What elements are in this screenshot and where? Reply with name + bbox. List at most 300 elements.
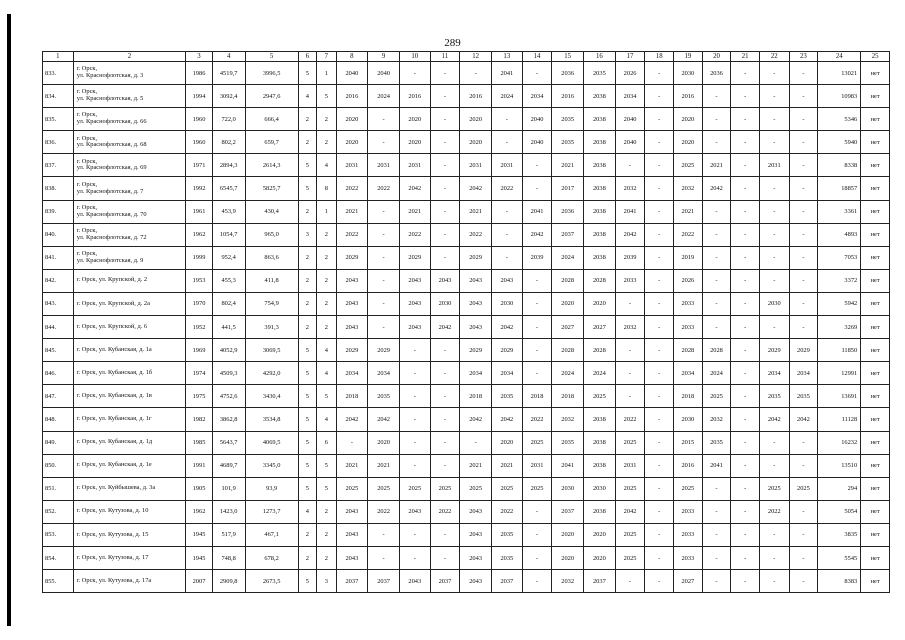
table-cell: 467,1 — [245, 523, 298, 546]
address-cell: г. Орск, ул. Краснофлотская, д. 3 — [73, 62, 186, 85]
table-cell: 659,7 — [245, 131, 298, 154]
table-cell: 2029 — [491, 339, 522, 362]
table-cell: 2894,3 — [212, 154, 245, 177]
table-cell: 5942 — [818, 292, 861, 315]
column-number-header: 17 — [615, 52, 645, 62]
table-cell: 2020 — [552, 546, 584, 569]
table-cell: - — [522, 292, 552, 315]
binding-margin-bar — [7, 14, 11, 626]
table-cell: 2032 — [552, 408, 584, 431]
table-cell: 2909,8 — [212, 570, 245, 593]
table-cell: - — [759, 85, 789, 108]
table-cell: 8338 — [818, 154, 861, 177]
table-cell: 4 — [317, 408, 336, 431]
table-cell: 441,5 — [212, 316, 245, 339]
table-cell: 2020 — [674, 108, 703, 131]
table-cell: 2041 — [702, 454, 731, 477]
table-cell: 2042 — [789, 408, 818, 431]
table-cell: - — [759, 431, 789, 454]
table-cell: 2036 — [552, 62, 584, 85]
table-cell: 5 — [298, 570, 316, 593]
table-cell: 2030 — [552, 477, 584, 500]
table-cell: 5545 — [818, 546, 861, 569]
table-cell: 4 — [317, 339, 336, 362]
table-cell: - — [789, 431, 818, 454]
table-cell: 2035 — [759, 385, 789, 408]
table-cell: - — [645, 131, 674, 154]
table-cell: - — [702, 131, 731, 154]
table-cell: нет — [861, 546, 890, 569]
table-cell: - — [645, 85, 674, 108]
table-cell: 2030 — [584, 477, 616, 500]
table-cell: 2038 — [584, 200, 616, 223]
table-cell: - — [399, 408, 430, 431]
table-cell: 802,4 — [212, 292, 245, 315]
table-cell: 2007 — [186, 570, 213, 593]
table-row — [43, 177, 890, 200]
table-cell: 2022 — [368, 500, 400, 523]
table-cell: 2037 — [491, 570, 522, 593]
table-cell: - — [645, 62, 674, 85]
table-cell: 2042 — [702, 177, 731, 200]
table-cell: - — [430, 408, 460, 431]
table-cell: - — [731, 85, 760, 108]
table-cell: 802,2 — [212, 131, 245, 154]
table-cell: 2016 — [399, 85, 430, 108]
table-cell: - — [759, 223, 789, 246]
table-cell: - — [399, 431, 430, 454]
table-cell: - — [645, 223, 674, 246]
table-cell: 2034 — [368, 362, 400, 385]
table-cell: 2016 — [674, 85, 703, 108]
table-cell: нет — [861, 362, 890, 385]
table-cell: 3430,4 — [245, 385, 298, 408]
column-number-header: 9 — [368, 52, 400, 62]
address-cell: г. Орск, ул. Кутузова, д. 15 — [73, 523, 186, 546]
table-cell: - — [702, 477, 731, 500]
table-cell: нет — [861, 431, 890, 454]
table-cell: 754,9 — [245, 292, 298, 315]
table-cell: 5 — [298, 177, 316, 200]
table-cell: нет — [861, 570, 890, 593]
table-cell: 2035 — [584, 62, 616, 85]
table-cell: - — [368, 316, 400, 339]
table-cell: 863,6 — [245, 246, 298, 269]
table-cell: - — [731, 154, 760, 177]
table-cell: 16232 — [818, 431, 861, 454]
table-cell: 1962 — [186, 223, 213, 246]
table-cell: 2025 — [702, 385, 731, 408]
table-cell: 2015 — [674, 431, 703, 454]
table-cell: 748,8 — [212, 546, 245, 569]
table-cell: 1945 — [186, 546, 213, 569]
table-cell: нет — [861, 269, 890, 292]
table-cell: 2038 — [584, 154, 616, 177]
table-cell: - — [789, 154, 818, 177]
table-cell: - — [702, 292, 731, 315]
table-cell: 2042 — [615, 500, 645, 523]
table-cell: 5054 — [818, 500, 861, 523]
table-cell: 2042 — [368, 408, 400, 431]
table-cell: 2022 — [615, 408, 645, 431]
table-cell: 5 — [298, 454, 316, 477]
table-cell: 430,4 — [245, 200, 298, 223]
row-number-cell: 838. — [43, 177, 74, 200]
table-cell: 2043 — [336, 546, 368, 569]
table-cell: 2025 — [584, 385, 616, 408]
table-cell: 2033 — [674, 500, 703, 523]
address-cell: г. Орск, ул. Кутузова, д. 17 — [73, 546, 186, 569]
table-cell: 2039 — [615, 246, 645, 269]
column-number-header: 4 — [212, 52, 245, 62]
table-cell: 2 — [317, 523, 336, 546]
table-cell: - — [522, 177, 552, 200]
table-cell: 2027 — [674, 570, 703, 593]
table-cell: 2037 — [336, 570, 368, 593]
column-number-header: 21 — [731, 52, 760, 62]
table-cell: 2038 — [584, 108, 616, 131]
table-cell: 2021 — [491, 454, 522, 477]
table-cell: 2034 — [759, 362, 789, 385]
table-cell: 2032 — [674, 177, 703, 200]
table-cell: - — [789, 269, 818, 292]
row-number-cell: 846. — [43, 362, 74, 385]
table-cell: 4 — [298, 85, 316, 108]
table-cell: 2030 — [759, 292, 789, 315]
table-cell: 2037 — [552, 500, 584, 523]
table-cell: 1 — [317, 200, 336, 223]
table-cell: - — [789, 454, 818, 477]
address-cell: г. Орск, ул. Краснофлотская, д. 70 — [73, 200, 186, 223]
table-cell: 101,9 — [212, 477, 245, 500]
table-cell: - — [789, 200, 818, 223]
table-cell: 5 — [317, 85, 336, 108]
column-number-header: 8 — [336, 52, 368, 62]
table-cell: 3862,8 — [212, 408, 245, 431]
table-cell: - — [522, 316, 552, 339]
table-cell: 2029 — [460, 339, 492, 362]
column-number-header: 15 — [552, 52, 584, 62]
table-cell: 2034 — [615, 85, 645, 108]
table-cell: 2024 — [702, 362, 731, 385]
table-cell: 1970 — [186, 292, 213, 315]
address-cell: г. Орск, ул. Краснофлотская, д. 66 — [73, 108, 186, 131]
table-cell: 2031 — [368, 154, 400, 177]
table-cell: 3269 — [818, 316, 861, 339]
table-cell: - — [522, 546, 552, 569]
table-cell: - — [368, 523, 400, 546]
table-cell: 2020 — [491, 431, 522, 454]
table-cell: 2043 — [336, 269, 368, 292]
table-cell: 2 — [317, 269, 336, 292]
table-cell: нет — [861, 177, 890, 200]
row-number-cell: 849. — [43, 431, 74, 454]
table-cell: 2029 — [336, 246, 368, 269]
table-cell: 2037 — [430, 570, 460, 593]
table-cell: 4 — [317, 362, 336, 385]
table-cell: 2041 — [615, 200, 645, 223]
table-cell: 2043 — [460, 500, 492, 523]
table-cell: 2022 — [522, 408, 552, 431]
table-cell: 2020 — [336, 131, 368, 154]
table-cell: 2038 — [584, 223, 616, 246]
table-cell: - — [731, 177, 760, 200]
table-cell: 2022 — [491, 177, 522, 200]
table-cell: 5346 — [818, 108, 861, 131]
table-cell: - — [759, 62, 789, 85]
table-cell: 2031 — [522, 454, 552, 477]
table-cell: нет — [861, 523, 890, 546]
table-cell: 2032 — [552, 570, 584, 593]
table-cell: 952,4 — [212, 246, 245, 269]
table-cell: 2034 — [336, 362, 368, 385]
table-cell: 2042 — [491, 408, 522, 431]
table-cell: 2 — [317, 500, 336, 523]
table-cell: 2042 — [460, 177, 492, 200]
table-cell: 2037 — [368, 570, 400, 593]
table-cell: 2033 — [674, 316, 703, 339]
table-cell: 2020 — [584, 546, 616, 569]
table-cell: 2022 — [368, 177, 400, 200]
address-cell: г. Орск, ул. Куйбышева, д. 3а — [73, 477, 186, 500]
table-cell: 2 — [298, 292, 316, 315]
table-cell: - — [645, 362, 674, 385]
table-row — [43, 108, 890, 131]
address-cell: г. Орск, ул. Кубанская, д. 1в — [73, 385, 186, 408]
table-cell: 6545,7 — [212, 177, 245, 200]
table-cell: 2029 — [336, 339, 368, 362]
table-cell: - — [615, 362, 645, 385]
table-cell: 2018 — [674, 385, 703, 408]
table-cell: 2022 — [336, 177, 368, 200]
table-cell: - — [368, 108, 400, 131]
table-cell: - — [430, 246, 460, 269]
table-cell: 2043 — [399, 292, 430, 315]
table-row — [43, 316, 890, 339]
address-cell: г. Орск, ул. Крупской, д. 2 — [73, 269, 186, 292]
table-cell: - — [731, 200, 760, 223]
table-cell: - — [430, 454, 460, 477]
table-cell: 2043 — [460, 292, 492, 315]
row-number-cell: 840. — [43, 223, 74, 246]
column-number-header: 25 — [861, 52, 890, 62]
table-cell: 2043 — [430, 269, 460, 292]
table-cell: нет — [861, 131, 890, 154]
table-cell: 2042 — [522, 223, 552, 246]
table-cell: - — [522, 523, 552, 546]
table-cell: 2043 — [491, 269, 522, 292]
table-cell: нет — [861, 246, 890, 269]
table-cell: 13691 — [818, 385, 861, 408]
table-cell: 2019 — [674, 246, 703, 269]
table-cell: - — [430, 131, 460, 154]
table-cell: 2038 — [584, 131, 616, 154]
table-row — [43, 385, 890, 408]
table-cell: - — [789, 246, 818, 269]
table-cell: 2028 — [552, 269, 584, 292]
table-cell: 2020 — [399, 108, 430, 131]
table-cell: - — [522, 154, 552, 177]
table-cell: - — [522, 62, 552, 85]
table-row — [43, 454, 890, 477]
table-cell: - — [430, 154, 460, 177]
table-cell: нет — [861, 62, 890, 85]
table-row — [43, 570, 890, 593]
table-row — [43, 500, 890, 523]
table-row — [43, 269, 890, 292]
table-cell: - — [645, 546, 674, 569]
table-row — [43, 339, 890, 362]
table-cell: 1960 — [186, 131, 213, 154]
table-cell: - — [731, 62, 760, 85]
table-cell: - — [615, 154, 645, 177]
table-cell: 2040 — [615, 131, 645, 154]
table-cell: 1905 — [186, 477, 213, 500]
table-cell: 2042 — [430, 316, 460, 339]
table-cell: - — [789, 500, 818, 523]
table-cell: 1054,7 — [212, 223, 245, 246]
address-cell: г. Орск, ул. Краснофлотская, д. 5 — [73, 85, 186, 108]
table-cell: нет — [861, 408, 890, 431]
table-cell: - — [399, 546, 430, 569]
table-cell: - — [522, 269, 552, 292]
table-cell: - — [731, 500, 760, 523]
table-cell: - — [702, 246, 731, 269]
table-cell: 2022 — [336, 223, 368, 246]
table-cell: - — [399, 385, 430, 408]
table-cell: 2043 — [399, 500, 430, 523]
table-cell: 11128 — [818, 408, 861, 431]
table-cell: 3996,5 — [245, 62, 298, 85]
table-cell: - — [645, 408, 674, 431]
table-cell: 5 — [298, 408, 316, 431]
table-cell: 2029 — [759, 339, 789, 362]
table-cell: - — [645, 246, 674, 269]
table-cell: - — [430, 177, 460, 200]
table-row — [43, 154, 890, 177]
column-number-header: 11 — [430, 52, 460, 62]
table-cell: 2025 — [522, 431, 552, 454]
table-cell: 2022 — [430, 500, 460, 523]
table-cell: - — [731, 269, 760, 292]
address-cell: г. Орск, ул. Краснофлотская, д. 7 — [73, 177, 186, 200]
table-cell: 2020 — [674, 131, 703, 154]
table-cell: 2037 — [552, 223, 584, 246]
table-cell: 2035 — [368, 385, 400, 408]
table-cell: - — [789, 223, 818, 246]
column-number-header: 6 — [298, 52, 316, 62]
table-cell: - — [731, 292, 760, 315]
table-cell: 2026 — [615, 62, 645, 85]
table-cell: - — [368, 269, 400, 292]
row-number-cell: 847. — [43, 385, 74, 408]
table-cell: 2020 — [399, 131, 430, 154]
table-cell: 294 — [818, 477, 861, 500]
table-cell: 2031 — [615, 454, 645, 477]
table-cell: 2031 — [491, 154, 522, 177]
table-cell: - — [368, 292, 400, 315]
table-cell: 2040 — [615, 108, 645, 131]
table-cell: 2028 — [584, 269, 616, 292]
table-cell: 2021 — [702, 154, 731, 177]
table-cell: 2031 — [336, 154, 368, 177]
table-cell: - — [759, 246, 789, 269]
table-cell: 2020 — [552, 292, 584, 315]
table-cell: - — [491, 246, 522, 269]
table-cell: 2028 — [702, 339, 731, 362]
table-cell: - — [702, 200, 731, 223]
table-cell: - — [645, 200, 674, 223]
table-cell: - — [731, 316, 760, 339]
table-cell: 2025 — [615, 477, 645, 500]
table-cell: 2036 — [552, 200, 584, 223]
row-number-cell: 834. — [43, 85, 74, 108]
table-cell: - — [731, 385, 760, 408]
column-number-header: 5 — [245, 52, 298, 62]
address-cell: г. Орск, ул. Кубанская, д. 1б — [73, 362, 186, 385]
table-cell: - — [491, 131, 522, 154]
row-number-cell: 853. — [43, 523, 74, 546]
table-cell: 3092,4 — [212, 85, 245, 108]
table-cell: 2038 — [584, 431, 616, 454]
table-cell: 2021 — [336, 200, 368, 223]
table-cell: - — [789, 292, 818, 315]
table-cell: 2 — [298, 246, 316, 269]
table-cell: 1975 — [186, 385, 213, 408]
address-cell: г. Орск, ул. Кубанская, д. 1а — [73, 339, 186, 362]
table-cell: 2947,6 — [245, 85, 298, 108]
table-cell: 2673,5 — [245, 570, 298, 593]
table-cell: - — [731, 108, 760, 131]
table-cell: 4 — [298, 500, 316, 523]
table-cell: нет — [861, 477, 890, 500]
table-cell: 4052,9 — [212, 339, 245, 362]
table-cell: 8 — [317, 177, 336, 200]
column-number-header: 10 — [399, 52, 430, 62]
table-cell: - — [615, 385, 645, 408]
table-cell: 2025 — [615, 431, 645, 454]
table-cell: 2 — [317, 223, 336, 246]
table-cell: нет — [861, 154, 890, 177]
table-cell: - — [789, 108, 818, 131]
table-cell: 2041 — [552, 454, 584, 477]
table-cell: 2025 — [615, 523, 645, 546]
table-cell: 4509,3 — [212, 362, 245, 385]
table-cell: 1991 — [186, 454, 213, 477]
table-cell: 391,3 — [245, 316, 298, 339]
table-cell: 3 — [298, 223, 316, 246]
table-cell: 2043 — [399, 269, 430, 292]
table-cell: 1974 — [186, 362, 213, 385]
table-cell: 1945 — [186, 523, 213, 546]
table-cell: 2018 — [522, 385, 552, 408]
table-cell: - — [759, 546, 789, 569]
table-cell: - — [645, 269, 674, 292]
table-cell: - — [522, 362, 552, 385]
table-cell: 12991 — [818, 362, 861, 385]
table-cell: - — [336, 431, 368, 454]
table-row — [43, 246, 890, 269]
table-cell: - — [645, 523, 674, 546]
table-cell: 2032 — [615, 316, 645, 339]
table-row — [43, 223, 890, 246]
row-number-cell: 842. — [43, 269, 74, 292]
table-cell: 2022 — [674, 223, 703, 246]
table-cell: - — [759, 131, 789, 154]
table-cell: - — [368, 200, 400, 223]
table-cell: - — [368, 223, 400, 246]
table-cell: 2025 — [336, 477, 368, 500]
